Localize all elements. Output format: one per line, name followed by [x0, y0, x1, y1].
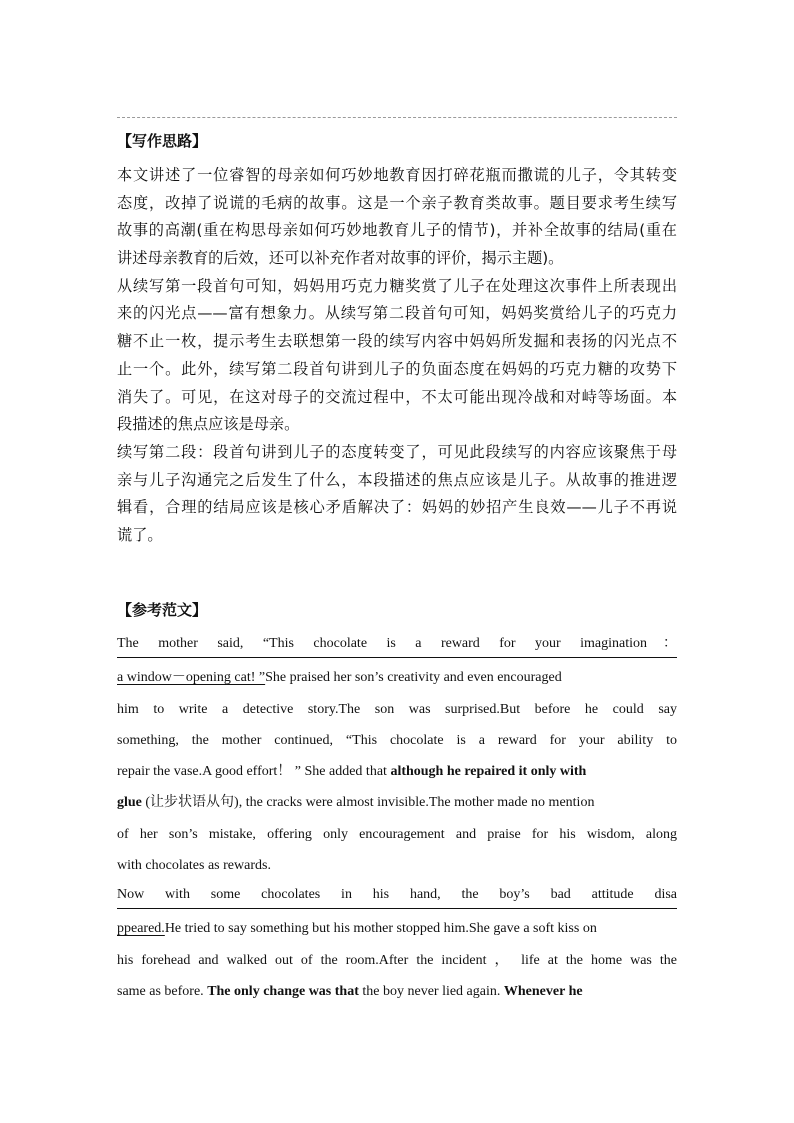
model-essay-section [117, 598, 677, 1007]
thinking-line: 消失了。可见，在这对母子的交流过程中，不太可能出现冷战和对峙等场面。本 [117, 387, 677, 406]
essay-line: him to write a detective story.The son was surprised.But before he could say [117, 701, 677, 717]
thinking-line: 段描述的焦点应该是母亲。 [117, 415, 300, 434]
thinking-line: 辑看，合理的结局应该是核心矛盾解决了：妈妈的妙招产生良效——儿子不再说 [117, 498, 677, 517]
top-dashed-divider [117, 117, 677, 118]
bold-phrase: The only change was that [207, 983, 359, 999]
essay-line: ppeared.He tried to say something but his mother stopped him.She gave a soft kiss on [117, 921, 597, 937]
essay-line: repair the vase.A good effort！ ” She added that although he repaired it only with [117, 764, 587, 779]
bold-phrase: although he repaired it only with [390, 764, 587, 779]
thinking-line: 故事的高潮(重在构思母亲如何巧妙地教育儿子的情节)，并补全故事的结局(重在 [117, 221, 677, 240]
thinking-line: 态度，改掉了说谎的毛病的故事。这是一个亲子教育类故事。题目要求考生续写 [117, 193, 677, 212]
thinking-line: 讲述母亲教育的后效，还可以补充作者对故事的评价，揭示主题)。 [117, 249, 564, 268]
thinking-line: 止一个。此外，续写第二段首句讲到儿子的负面态度在妈妈的巧克力糖的攻势下 [117, 359, 677, 378]
essay-paragraph-2 [117, 881, 677, 1007]
essay-line: something, the mother continued, “This chocolate is a reward for your ability to [117, 732, 677, 748]
thinking-line: 亲与儿子沟通完之后发生了什么，本段描述的焦点应该是儿子。从故事的推进逻 [117, 470, 677, 489]
bold-phrase: glue [117, 795, 142, 811]
writing-thinking-section [117, 129, 677, 550]
essay-line: of her son’s mistake, offering only encouragement and praise for his wisdom, along [117, 826, 677, 842]
bold-phrase: Whenever he [503, 983, 583, 999]
essay-line: glue (让步状语从句), the cracks were almost invisible.The mother made no mention [117, 795, 595, 811]
model-essay-heading: 【参考范文】 [117, 601, 208, 619]
essay-line: his forehead and walked out of the room.After the incident ， life at the home was the [117, 952, 677, 968]
essay-line: a window－opening cat! ”She praised her son’s creativity and even encouraged [117, 670, 562, 686]
thinking-line: 谎了。 [117, 525, 163, 544]
essay-line: same as before. The only change was that the boy never lied again. Whenever he [117, 983, 583, 999]
writing-thinking-heading: 【写作思路】 [117, 132, 208, 150]
essay-paragraph-1 [117, 630, 677, 881]
thinking-line: 来的闪光点——富有想象力。从续写第二段首句可知，妈妈奖赏给儿子的巧克力 [117, 304, 677, 323]
thinking-line: 续写第二段：段首句讲到儿子的态度转变了，可见此段续写的内容应该聚焦于母 [117, 442, 677, 461]
underlined-phrase: a window－opening cat! ” [117, 670, 266, 686]
essay-line: Now with some chocolates in his hand, the boy’s bad attitude disa [117, 881, 677, 909]
essay-line: The mother said, “This chocolate is a reward for your imagination： [117, 630, 677, 658]
essay-line: with chocolates as rewards. [117, 857, 271, 873]
thinking-line: 从续写第一段首句可知，妈妈用巧克力糖奖赏了儿子在处理这次事件上所表现出 [117, 276, 677, 295]
underlined-phrase: ppeared. [117, 921, 165, 937]
thinking-line: 糖不止一枚，提示考生去联想第一段的续写内容中妈妈所发掘和表扬的闪光点不 [117, 332, 677, 351]
thinking-line: 本文讲述了一位睿智的母亲如何巧妙地教育因打碎花瓶而撒谎的儿子，令其转变 [117, 166, 677, 184]
